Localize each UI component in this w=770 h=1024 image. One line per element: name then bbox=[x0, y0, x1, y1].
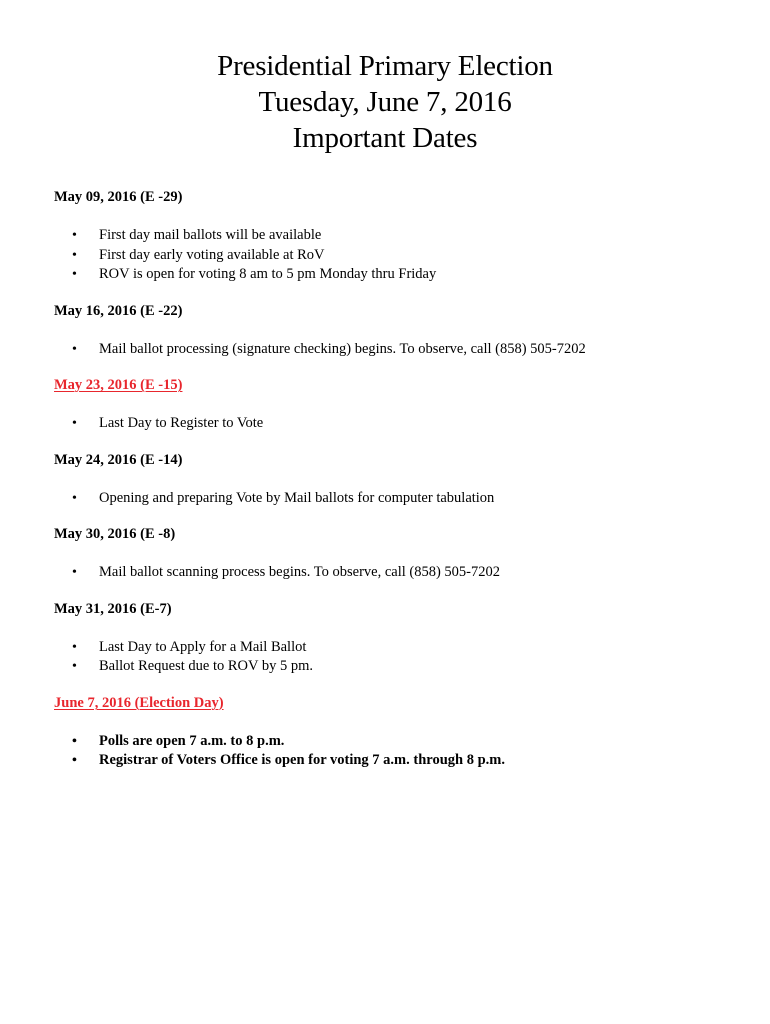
event-list bbox=[54, 414, 744, 434]
event-item bbox=[54, 751, 744, 771]
date-heading: May 16, 2016 (E -22) bbox=[54, 302, 183, 319]
date-section bbox=[54, 376, 744, 434]
event-item bbox=[54, 732, 744, 752]
date-section bbox=[54, 525, 744, 583]
event-text: Mail ballot processing (signature checking) begins. To observe, call (858) 505-7202 bbox=[99, 340, 586, 357]
event-item bbox=[54, 489, 744, 509]
event-item bbox=[54, 414, 744, 434]
bullet-icon: • bbox=[72, 416, 77, 431]
bullet-icon: • bbox=[72, 228, 77, 243]
event-list bbox=[54, 489, 744, 509]
document-title bbox=[0, 48, 770, 156]
date-section bbox=[54, 451, 744, 509]
date-heading: May 23, 2016 (E -15) bbox=[54, 377, 183, 393]
event-text: Last Day to Apply for a Mail Ballot bbox=[99, 638, 307, 655]
event-list bbox=[54, 563, 744, 583]
event-item bbox=[54, 246, 744, 266]
bullet-icon: • bbox=[72, 565, 77, 580]
date-section bbox=[54, 188, 744, 285]
event-text: Registrar of Voters Office is open for voting 7 a.m. through 8 p.m. bbox=[99, 752, 505, 768]
event-list bbox=[54, 732, 744, 771]
title-line-date: Tuesday, June 7, 2016 bbox=[258, 86, 512, 118]
event-item bbox=[54, 265, 744, 285]
bullet-icon: • bbox=[72, 341, 77, 357]
title-line-important-dates: Important Dates bbox=[292, 122, 478, 154]
date-section bbox=[54, 600, 744, 677]
bullet-icon: • bbox=[72, 639, 77, 655]
event-text: First day mail ballots will be available bbox=[99, 227, 322, 243]
date-section bbox=[54, 302, 744, 360]
event-item bbox=[54, 638, 744, 658]
event-item bbox=[54, 226, 744, 246]
event-text: Last Day to Register to Vote bbox=[99, 415, 264, 431]
event-text: Polls are open 7 a.m. to 8 p.m. bbox=[99, 732, 285, 749]
date-heading: June 7, 2016 (Election Day) bbox=[54, 694, 224, 711]
event-item bbox=[54, 563, 744, 583]
event-text: ROV is open for voting 8 am to 5 pm Monday thru Friday bbox=[99, 266, 437, 282]
title-line-election: Presidential Primary Election bbox=[217, 50, 553, 82]
event-list bbox=[54, 226, 744, 285]
event-item bbox=[54, 657, 744, 677]
date-heading: May 24, 2016 (E -14) bbox=[54, 451, 183, 468]
event-text: First day early voting available at RoV bbox=[99, 246, 325, 263]
bullet-icon: • bbox=[72, 659, 77, 674]
bullet-icon: • bbox=[72, 247, 77, 263]
bullet-icon: • bbox=[72, 267, 77, 282]
date-section bbox=[54, 694, 744, 771]
date-heading: May 31, 2016 (E-7) bbox=[54, 600, 172, 617]
event-item bbox=[54, 340, 744, 360]
bullet-icon: • bbox=[72, 490, 77, 506]
event-list bbox=[54, 340, 744, 360]
event-text: Mail ballot scanning process begins. To observe, call (858) 505-7202 bbox=[99, 564, 501, 580]
event-text: Opening and preparing Vote by Mail ballots for computer tabulation bbox=[99, 489, 495, 506]
date-heading: May 09, 2016 (E -29) bbox=[54, 189, 183, 205]
bullet-icon: • bbox=[72, 753, 77, 768]
event-text: Ballot Request due to ROV by 5 pm. bbox=[99, 658, 314, 674]
bullet-icon: • bbox=[72, 733, 77, 749]
date-heading: May 30, 2016 (E -8) bbox=[54, 526, 176, 542]
event-list bbox=[54, 638, 744, 677]
dates-list bbox=[54, 188, 744, 788]
